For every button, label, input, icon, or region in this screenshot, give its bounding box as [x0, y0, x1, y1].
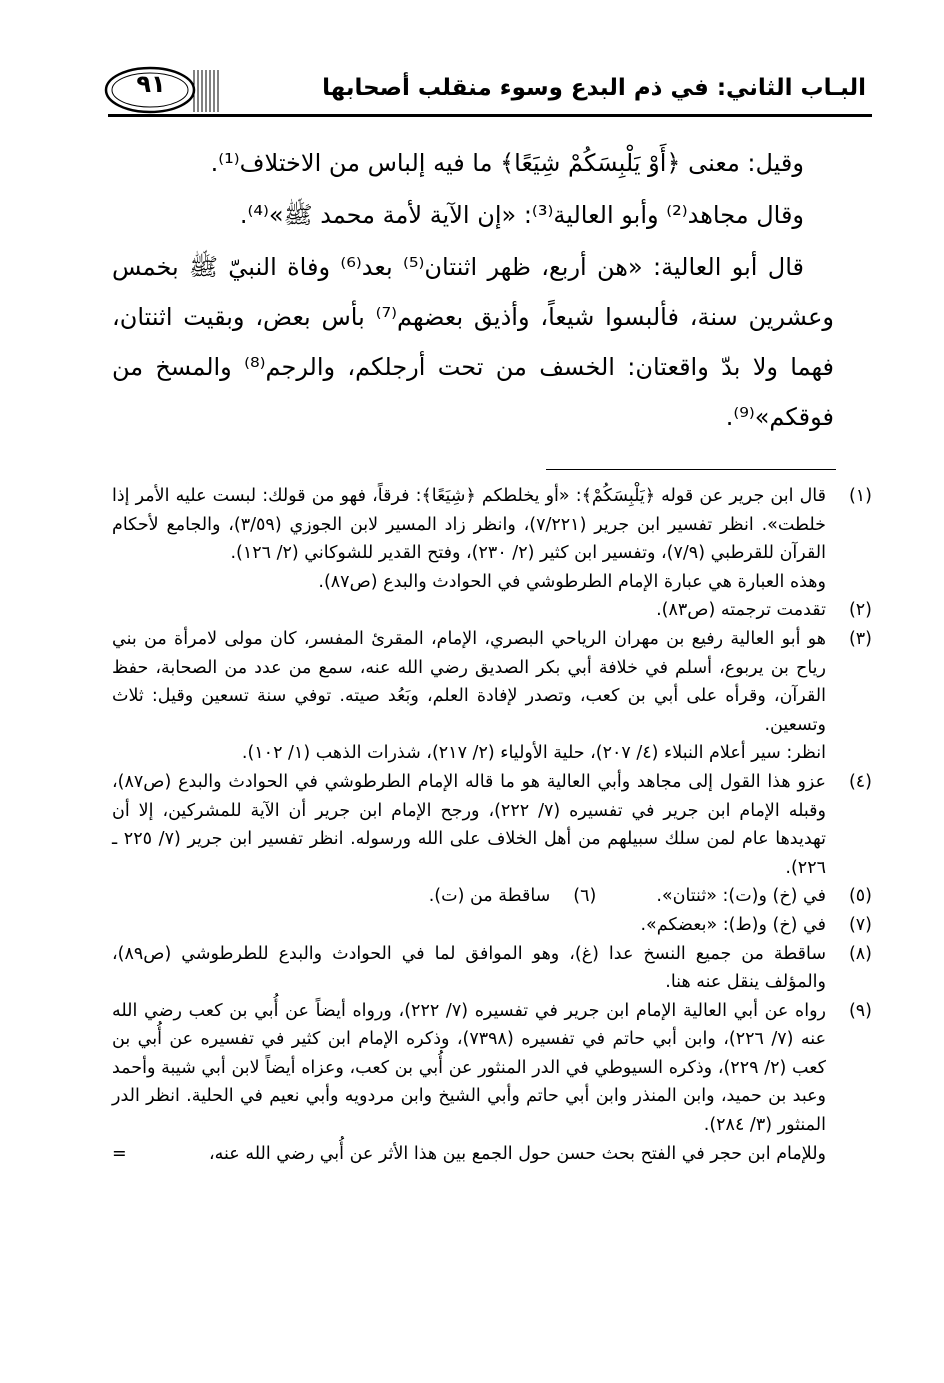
footnote-continuation-line [112, 1140, 872, 1169]
footnote [112, 768, 872, 882]
footnote-number: (٣) [848, 628, 872, 649]
footnote-text: في (خ) و(ط): «بعضكم». [640, 914, 826, 935]
footnote-text: قال ابن جرير عن قوله ﴿يَلْبِسَكُمْ﴾: «أو يخلطكم ﴿شِيَعًا﴾: فرقاً، فهو من قولك: لبست عليه الأمر إذا خلطت». انظر تفسير ابن جرير (٧/٢٢١)، وانظر زاد المسير لابن الجوزي (٣/٥٩)، والجامع لأحكام القرآن للقرطبي (٧/٩)، وتفسير ابن كثير (٢/ ٢٣٠)، وفتح القدير للشوكاني (٢/ ١٢٦). [112, 486, 826, 564]
main-text [112, 138, 834, 444]
paragraph: قال أبو العالية: «هن أربع، ظهر اثنتان⁽⁵⁾ بعد⁽⁶⁾ وفاة النبيّ ﷺ بخمس وعشرين سنة، فألبسوا شيعاً، وأذيق بعضهم⁽⁷⁾ بأس بعض، وبقيت اثنتان، فهما ولا بدّ واقعتان: الخسف من تحت أرجلكم، والرجم⁽⁸⁾ والمسخ من فوقكم»⁽⁹⁾. [112, 253, 835, 431]
paragraph: وقال مجاهد⁽²⁾ وأبو العالية⁽³⁾: «إن الآية لأمة محمد ﷺ»⁽⁴⁾. [239, 201, 804, 229]
footnote-extra: وهذه العبارة هي عبارة الإمام الطرطوشي في الحوادث والبدع (ص٨٧). [318, 571, 826, 592]
footnote-number: (٦) [573, 886, 597, 907]
footnote-number: (٤) [848, 771, 872, 792]
footnote [112, 940, 872, 997]
footnote [112, 625, 872, 739]
footnote-number: (١) [848, 486, 872, 506]
footnote-row [112, 882, 872, 911]
header-rule [108, 114, 872, 117]
footnote-number: (٧) [848, 914, 872, 935]
chapter-title: البـاب الثاني: في ذم البدع وسوء منقلب أصحابها [322, 75, 866, 101]
page-number: ٩١ [136, 70, 166, 98]
footnote-number: (٩) [848, 1000, 872, 1021]
footnotes [112, 482, 872, 1168]
footnote-text: هو أبو العالية رفيع بن مهران الرياحي البصري، الإمام، المقرئ المفسر، كان مولى لامرأة من بني رياح بن يربوع، أسلم في خلافة أبي بكر الصديق رضي الله عنه، سمع من عدد من الصحابة، حفظ القرآن، وقرأه على أبي بن كعب، وتصدر لإفادة العلم، وبَعُد صيته. توفي سنة تسعين وقيل: ثلاث وتسعين. [112, 628, 826, 735]
footnote [112, 997, 872, 1140]
footnote [112, 482, 872, 568]
footnote-text: في (خ) و(ت): «ثنتان». [656, 886, 826, 907]
footnote-text: عزو هذا القول إلى مجاهد وأبي العالية هو ما قاله الإمام الطرطوشي في الحوادث والبدع (ص٨٧)، وقبله الإمام ابن جرير في تفسيره (٧/ ٢٢٢)، ورجح الإمام ابن جرير أن الآية للمشركين، إلا أن تهديدها عام لمن سلك سبيلهم من أهل الخلاف على الله ورسوله. انظر تفسير ابن جرير (٧/ ٢٢٥ ـ ٢٢٦). [112, 771, 826, 878]
footnote [656, 882, 872, 911]
footnote-number: (٨) [848, 943, 872, 964]
footnote-text: تقدمت ترجمته (ص٨٣). [656, 600, 826, 621]
footnote-number: (٢) [848, 600, 872, 621]
footnote [112, 911, 872, 940]
footnote-text: ساقطة من (ت). [428, 886, 551, 907]
footnote-extra: انظر: سير أعلام النبلاء (٤/ ٢٠٧)، حلية الأولياء (٢/ ٢١٧)، شذرات الذهب (١/ ١٠٢). [241, 743, 826, 764]
paragraph: وقيل: معنى ﴿أَوْ يَلْبِسَكُمْ شِيَعًا﴾ ما فيه إلباس من الاختلاف⁽¹⁾. [210, 149, 804, 177]
footnote [112, 596, 872, 625]
footnote-number: (٥) [848, 886, 872, 907]
footnote-divider [546, 469, 836, 470]
footnote-text: رواه عن أبي العالية الإمام ابن جرير في تفسيره (٧/ ٢٢٢)، ورواه أيضاً عن أُبي بن كعب رضي الله عنه (٧/ ٢٢٦)، وابن أبي حاتم في تفسيره (٧٣٩٨)، وذكره الإمام ابن كثير في تفسيره عن أُبي بن كعب (٢/ ٢٢٩)، وذكره السيوطي في الدر المنثور عن أُبي بن كعب، وعزاه أيضاً لابن أبي شيبة وأحمد وعبد بن حميد، وابن المنذر وابن أبي حاتم وأبي الشيخ وابن مردويه وأبي نعيم في الحلية. انظر الدر المنثور (٣/ ٢٨٤). [112, 1000, 827, 1136]
footnote-text: ساقطة من جميع النسخ عدا (غ)، وهو الموافق لما في الحوادث والبدع للطرطوشي (ص٨٩)، والمؤلف ينقل عنه هنا. [112, 943, 826, 993]
footnote-continuation: وللإمام ابن حجر في الفتح بحث حسن حول الجمع بين هذا الأثر عن أُبي رضي الله عنه، [209, 1143, 826, 1164]
continuation-mark: = [112, 1143, 127, 1164]
footnote [429, 882, 597, 911]
